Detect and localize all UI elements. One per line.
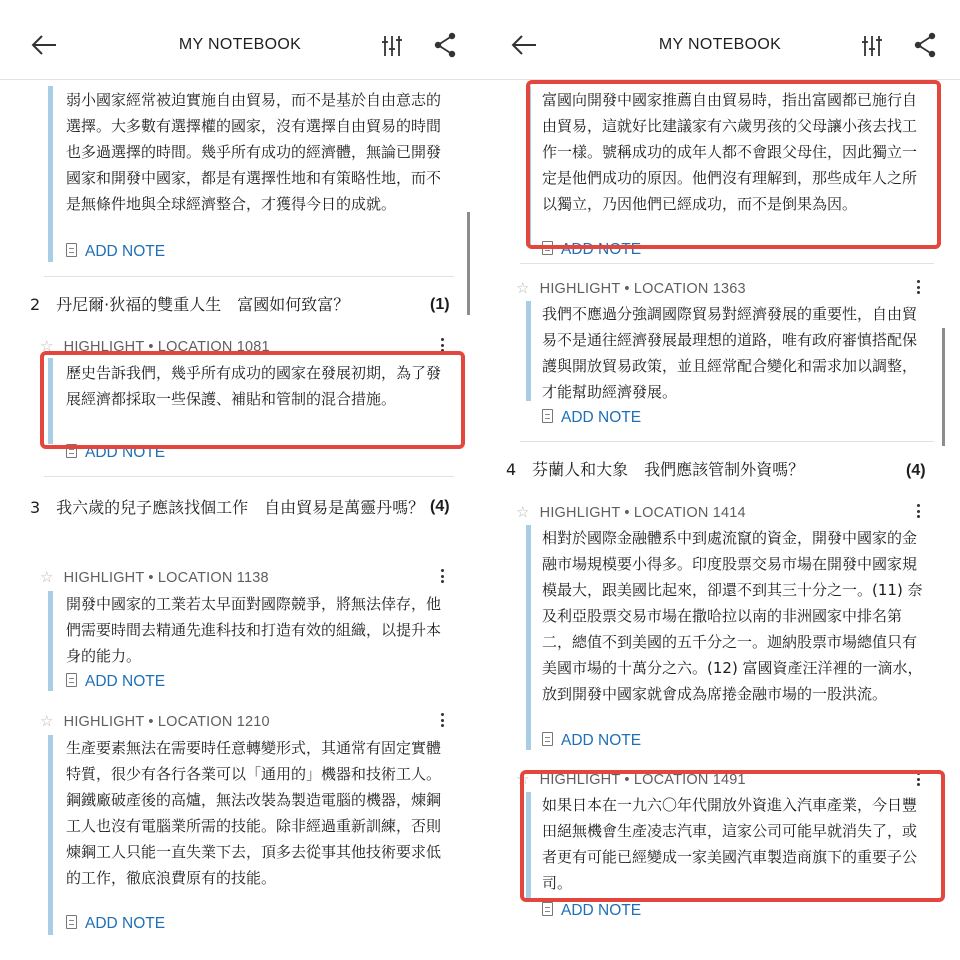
highlight-location: HIGHLIGHT • LOCATION 1138 [63, 570, 269, 586]
add-note-button[interactable] [66, 243, 165, 261]
add-note-button[interactable] [542, 902, 641, 920]
add-note-label: ADD NOTE [85, 243, 166, 260]
add-note-label: ADD NOTE [561, 409, 642, 426]
highlight-location: HIGHLIGHT • LOCATION 1210 [63, 714, 270, 730]
app-bar [0, 0, 480, 80]
highlight-text: 歷史告訴我們，幾乎所有成功的國家在發展初期，為了發展經濟都採取一些保護、補貼和管制的混合措施。 [66, 364, 442, 408]
star-icon[interactable]: ☆ [40, 713, 54, 730]
star-icon[interactable]: ☆ [516, 280, 530, 297]
annotation-box [520, 770, 945, 902]
share-icon[interactable] [912, 31, 938, 59]
right-screen [480, 0, 960, 960]
chapter-heading[interactable]: 4 芬蘭人和大象 我們應該管制外資嗎？ [506, 460, 805, 479]
scrollbar[interactable] [942, 328, 945, 446]
add-note-label: ADD NOTE [85, 673, 166, 690]
highlight-location: HIGHLIGHT • LOCATION 1081 [63, 339, 270, 355]
chapter-count: (4) [906, 462, 926, 479]
highlight-text: 富國向開發中國家推薦自由貿易時，指出富國都已施行自由貿易，這就好比建議家有六歲男孩的父母讓小孩去找工作一樣。號稱成功的成年人都不會跟父母住，因此獨立一定是他們成功的原因。他們沒有理解到，那些成年人之所以獨立，乃因他們已經成功，而不是倒果為因。 [542, 91, 918, 213]
highlight-text: 開發中國家的工業若太早面對國際競爭，將無法倖存，他們需要時間去精通先進科技和打造有效的組織，以提升本身的能力。 [66, 595, 442, 665]
highlight-bar [526, 525, 531, 750]
highlight-text: 生產要素無法在需要時任意轉變形式，其通常有固定實體特質，很少有各行各業可以「通用的」機器和技術工人。鋼鐵廠破產後的高爐，無法改裝為製造電腦的機器，煉鋼工人也沒有電腦業所需的技能。除非經過重新訓練，否則煉鋼工人只能一直失業下去，頂多去從事其他技術要求低的工作，徹底浪費原有的技能。 [66, 739, 442, 887]
highlight-text: 如果日本在一九六〇年代開放外資進入汽車產業，今日豐田絕無機會生產凌志汽車，這家公司可能早就消失了，或者更有可能已經變成一家美國汽車製造商旗下的重要子公司。 [542, 796, 918, 892]
star-icon[interactable]: ☆ [40, 569, 54, 586]
add-note-button[interactable] [542, 732, 641, 750]
highlight-location: HIGHLIGHT • LOCATION 1414 [539, 505, 746, 521]
add-note-label: ADD NOTE [85, 444, 166, 461]
highlight-text: 我們不應過分強調國際貿易對經濟發展的重要性，自由貿易不是通往經濟發展最理想的道路，唯有政府審慎搭配保護與開放貿易政策，並且經常配合變化和需求加以調整，才能幫助經濟發展。 [542, 305, 918, 401]
add-note-label: ADD NOTE [85, 915, 166, 932]
share-icon[interactable] [432, 31, 458, 59]
filter-sliders-icon[interactable] [379, 33, 405, 59]
note-icon [66, 915, 77, 929]
note-icon [66, 673, 77, 687]
annotation-box [526, 80, 941, 249]
divider [520, 263, 934, 264]
highlight-meta [40, 712, 270, 730]
page-title: MY NOTEBOOK [658, 36, 782, 53]
highlight-bar [48, 591, 53, 691]
note-icon [542, 902, 553, 916]
add-note-button[interactable] [542, 409, 641, 427]
highlight-meta [516, 503, 746, 521]
highlight-meta [516, 279, 746, 297]
note-icon [542, 732, 553, 746]
highlight-bar [526, 301, 531, 401]
more-vert-icon[interactable] [917, 504, 921, 520]
highlight-text: 相對於國際金融體系中到處流竄的資金，開發中國家的金融市場規模要小得多。印度股票交易市場在開發中國家規模最大，跟美國比起來，卻還不到其三十分之一。(11) 奈及利亞股票交易市場在撒哈拉以南的非洲國家中排名第二，總值不到美國的五千分之一。迦納股票市場總值只有美國市場的十萬分之六。(12) 富國資產汪洋裡的一滴水，放到開發中國家就會成為席捲金融市場的一股洪流。 [542, 529, 923, 703]
add-note-label: ADD NOTE [561, 241, 642, 258]
chapter-count: (1) [430, 296, 450, 313]
highlight-meta [40, 568, 269, 586]
page-title: MY NOTEBOOK [178, 36, 302, 53]
chapter-heading[interactable]: 3 我六歲的兒子應該找個工作 自由貿易是萬靈丹嗎？ [30, 498, 425, 517]
scrollbar[interactable] [467, 212, 470, 315]
annotation-box [40, 351, 465, 449]
highlight-location: HIGHLIGHT • LOCATION 1363 [539, 281, 746, 297]
highlight-bar [48, 86, 53, 262]
highlight-text: 弱小國家經常被迫實施自由貿易，而不是基於自由意志的選擇。大多數有選擇權的國家，沒有選擇自由貿易的時間也多過選擇的時間。幾乎所有成功的經濟體，無論已開發國家和開發中國家，都是有選擇性地和有策略性地，而不是無條件地與全球經濟整合，才獲得今日的成就。 [66, 91, 442, 213]
highlight-bar [48, 735, 53, 935]
more-vert-icon[interactable] [441, 713, 445, 729]
divider [520, 441, 934, 442]
note-icon [66, 243, 77, 257]
divider [44, 476, 454, 477]
add-note-button[interactable] [66, 915, 165, 933]
chapter-heading[interactable]: 2 丹尼爾·狄福的雙重人生 富國如何致富？ [30, 295, 350, 314]
note-icon [542, 409, 553, 423]
add-note-button[interactable] [66, 673, 165, 691]
chapter-count: (4) [430, 498, 450, 515]
more-vert-icon[interactable] [441, 569, 445, 585]
add-note-label: ADD NOTE [561, 732, 642, 749]
highlight-location: HIGHLIGHT • LOCATION 1491 [539, 772, 746, 788]
app-bar [480, 0, 960, 80]
add-note-label: ADD NOTE [561, 902, 642, 919]
star-icon[interactable]: ☆ [516, 771, 530, 788]
filter-sliders-icon[interactable] [859, 33, 885, 59]
star-icon[interactable]: ☆ [40, 338, 54, 355]
more-vert-icon[interactable] [917, 280, 921, 296]
star-icon[interactable]: ☆ [516, 504, 530, 521]
divider [44, 276, 454, 277]
